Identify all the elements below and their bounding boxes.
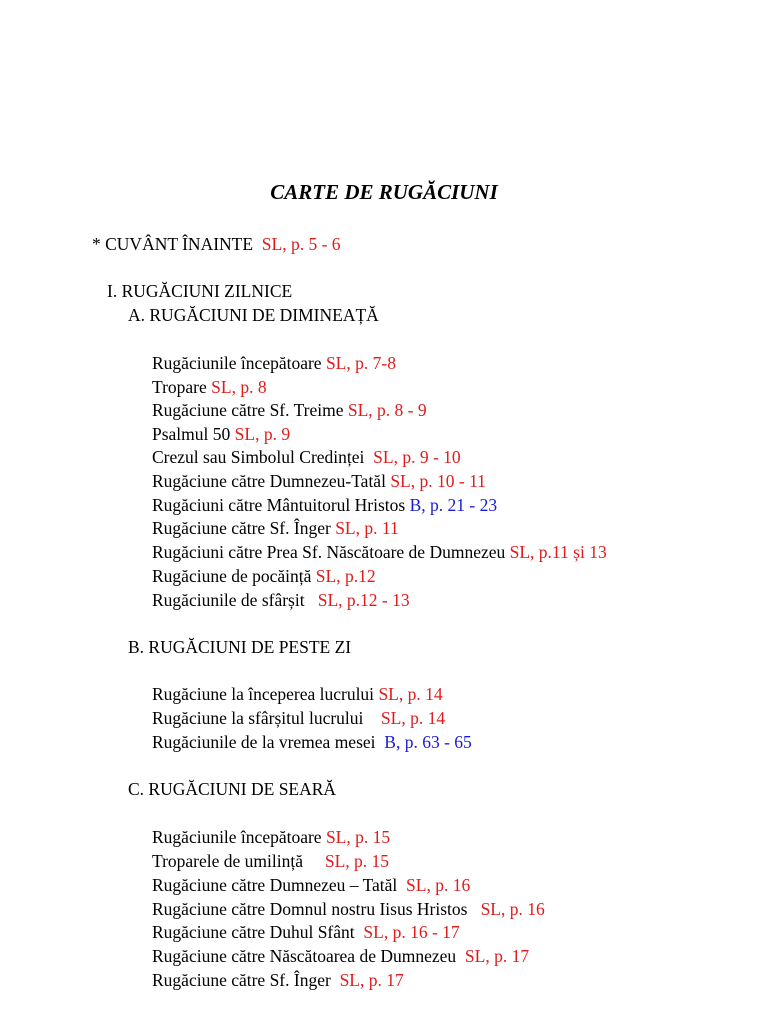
item-label: Rugăciune către Născătoarea de Dumnezeu xyxy=(152,946,465,966)
list-item xyxy=(152,589,410,611)
section-a-heading: A. RUGĂCIUNI DE DIMINEAȚĂ xyxy=(128,305,379,325)
foreword-line xyxy=(92,233,341,255)
item-label: Rugăciune la sfârșitul lucrului xyxy=(152,708,381,728)
page-reference: SL, p. 14 xyxy=(378,684,443,704)
item-label: Tropare xyxy=(152,377,212,397)
list-item xyxy=(152,850,389,872)
list-item xyxy=(152,352,396,374)
item-label: Rugăciune către Duhul Sfânt xyxy=(152,922,364,942)
list-item xyxy=(152,517,399,539)
item-label: Rugăciune către Sf. Înger xyxy=(152,518,336,538)
page-reference: SL, p. 10 - 11 xyxy=(390,471,486,491)
part-heading: I. RUGĂCIUNI ZILNICE xyxy=(107,281,293,301)
item-label: Rugăciunile de la vremea mesei xyxy=(152,732,385,752)
item-label: Rugăciune de pocăință xyxy=(152,566,316,586)
foreword-label: * CUVÂNT ÎNAINTE xyxy=(92,234,262,254)
page-reference: SL, p. 11 xyxy=(335,518,399,538)
page-reference: SL, p. 16 xyxy=(480,899,545,919)
list-item xyxy=(152,446,461,468)
item-label: Rugăciuni către Mântuitorul Hristos xyxy=(152,495,410,515)
list-item xyxy=(152,826,390,848)
list-item xyxy=(152,423,290,445)
page-reference: SL, p. 7-8 xyxy=(325,353,396,373)
list-item xyxy=(152,376,267,398)
list-item xyxy=(152,874,470,896)
list-item xyxy=(152,921,460,943)
page-reference: SL, p. 8 xyxy=(211,377,267,397)
page-reference: SL, p.12 - 13 xyxy=(317,590,410,610)
section-b-heading: B. RUGĂCIUNI DE PESTE ZI xyxy=(128,637,352,657)
page-reference: SL, p. 9 - 10 xyxy=(373,447,461,467)
list-item xyxy=(152,683,443,705)
item-label: Rugăciune la începerea lucrului xyxy=(152,684,379,704)
page-reference: SL, p.11 și 13 xyxy=(509,542,607,562)
page-title: CARTE DE RUGĂCIUNI xyxy=(270,180,498,204)
item-label: Troparele de umilință xyxy=(152,851,325,871)
item-label: Rugăciunile începătoare xyxy=(152,827,326,847)
list-item xyxy=(152,565,376,587)
list-item xyxy=(152,707,445,729)
item-label: Crezul sau Simbolul Credinței xyxy=(152,447,374,467)
page-reference: SL, p. 8 - 9 xyxy=(347,400,427,420)
page-reference: SL, p. 15 xyxy=(324,851,390,871)
list-item xyxy=(152,541,607,563)
page-reference: B, p. 63 - 65 xyxy=(384,732,472,752)
item-label: Psalmul 50 xyxy=(152,424,235,444)
page-reference: SL, p. 9 xyxy=(234,424,291,444)
page-reference: SL, p. 17 xyxy=(464,946,530,966)
item-label: Rugăciune către Sf. Înger xyxy=(152,970,340,990)
list-item xyxy=(152,399,427,421)
page-reference: SL, p. 16 xyxy=(406,875,471,895)
list-item xyxy=(152,945,529,967)
item-label: Rugăciunile începătoare xyxy=(152,353,326,373)
item-label: Rugăciune către Sf. Treime xyxy=(152,400,348,420)
list-item xyxy=(152,494,497,516)
page-reference: B, p. 21 - 23 xyxy=(409,495,498,515)
list-item xyxy=(152,731,472,753)
item-label: Rugăciuni către Prea Sf. Născătoare de Dumnezeu xyxy=(152,542,510,562)
item-label: Rugăciune către Dumnezeu-Tatăl xyxy=(152,471,391,491)
page-reference: SL, p. 5 - 6 xyxy=(261,234,341,254)
section-c-heading: C. RUGĂCIUNI DE SEARĂ xyxy=(128,779,337,799)
page-reference: SL, p. 17 xyxy=(339,970,404,990)
item-label: Rugăciune către Dumnezeu – Tatăl xyxy=(152,875,407,895)
page-reference: SL, p. 15 xyxy=(325,827,391,847)
page-reference: SL, p. 16 - 17 xyxy=(363,922,460,942)
list-item xyxy=(152,969,404,991)
page-reference: SL, p. 14 xyxy=(380,708,446,728)
page-reference: SL, p.12 xyxy=(315,566,376,586)
list-item xyxy=(152,898,545,920)
item-label: Rugăciune către Domnul nostru Iisus Hristos xyxy=(152,899,481,919)
list-item xyxy=(152,470,486,492)
item-label: Rugăciunile de sfârșit xyxy=(152,590,318,610)
